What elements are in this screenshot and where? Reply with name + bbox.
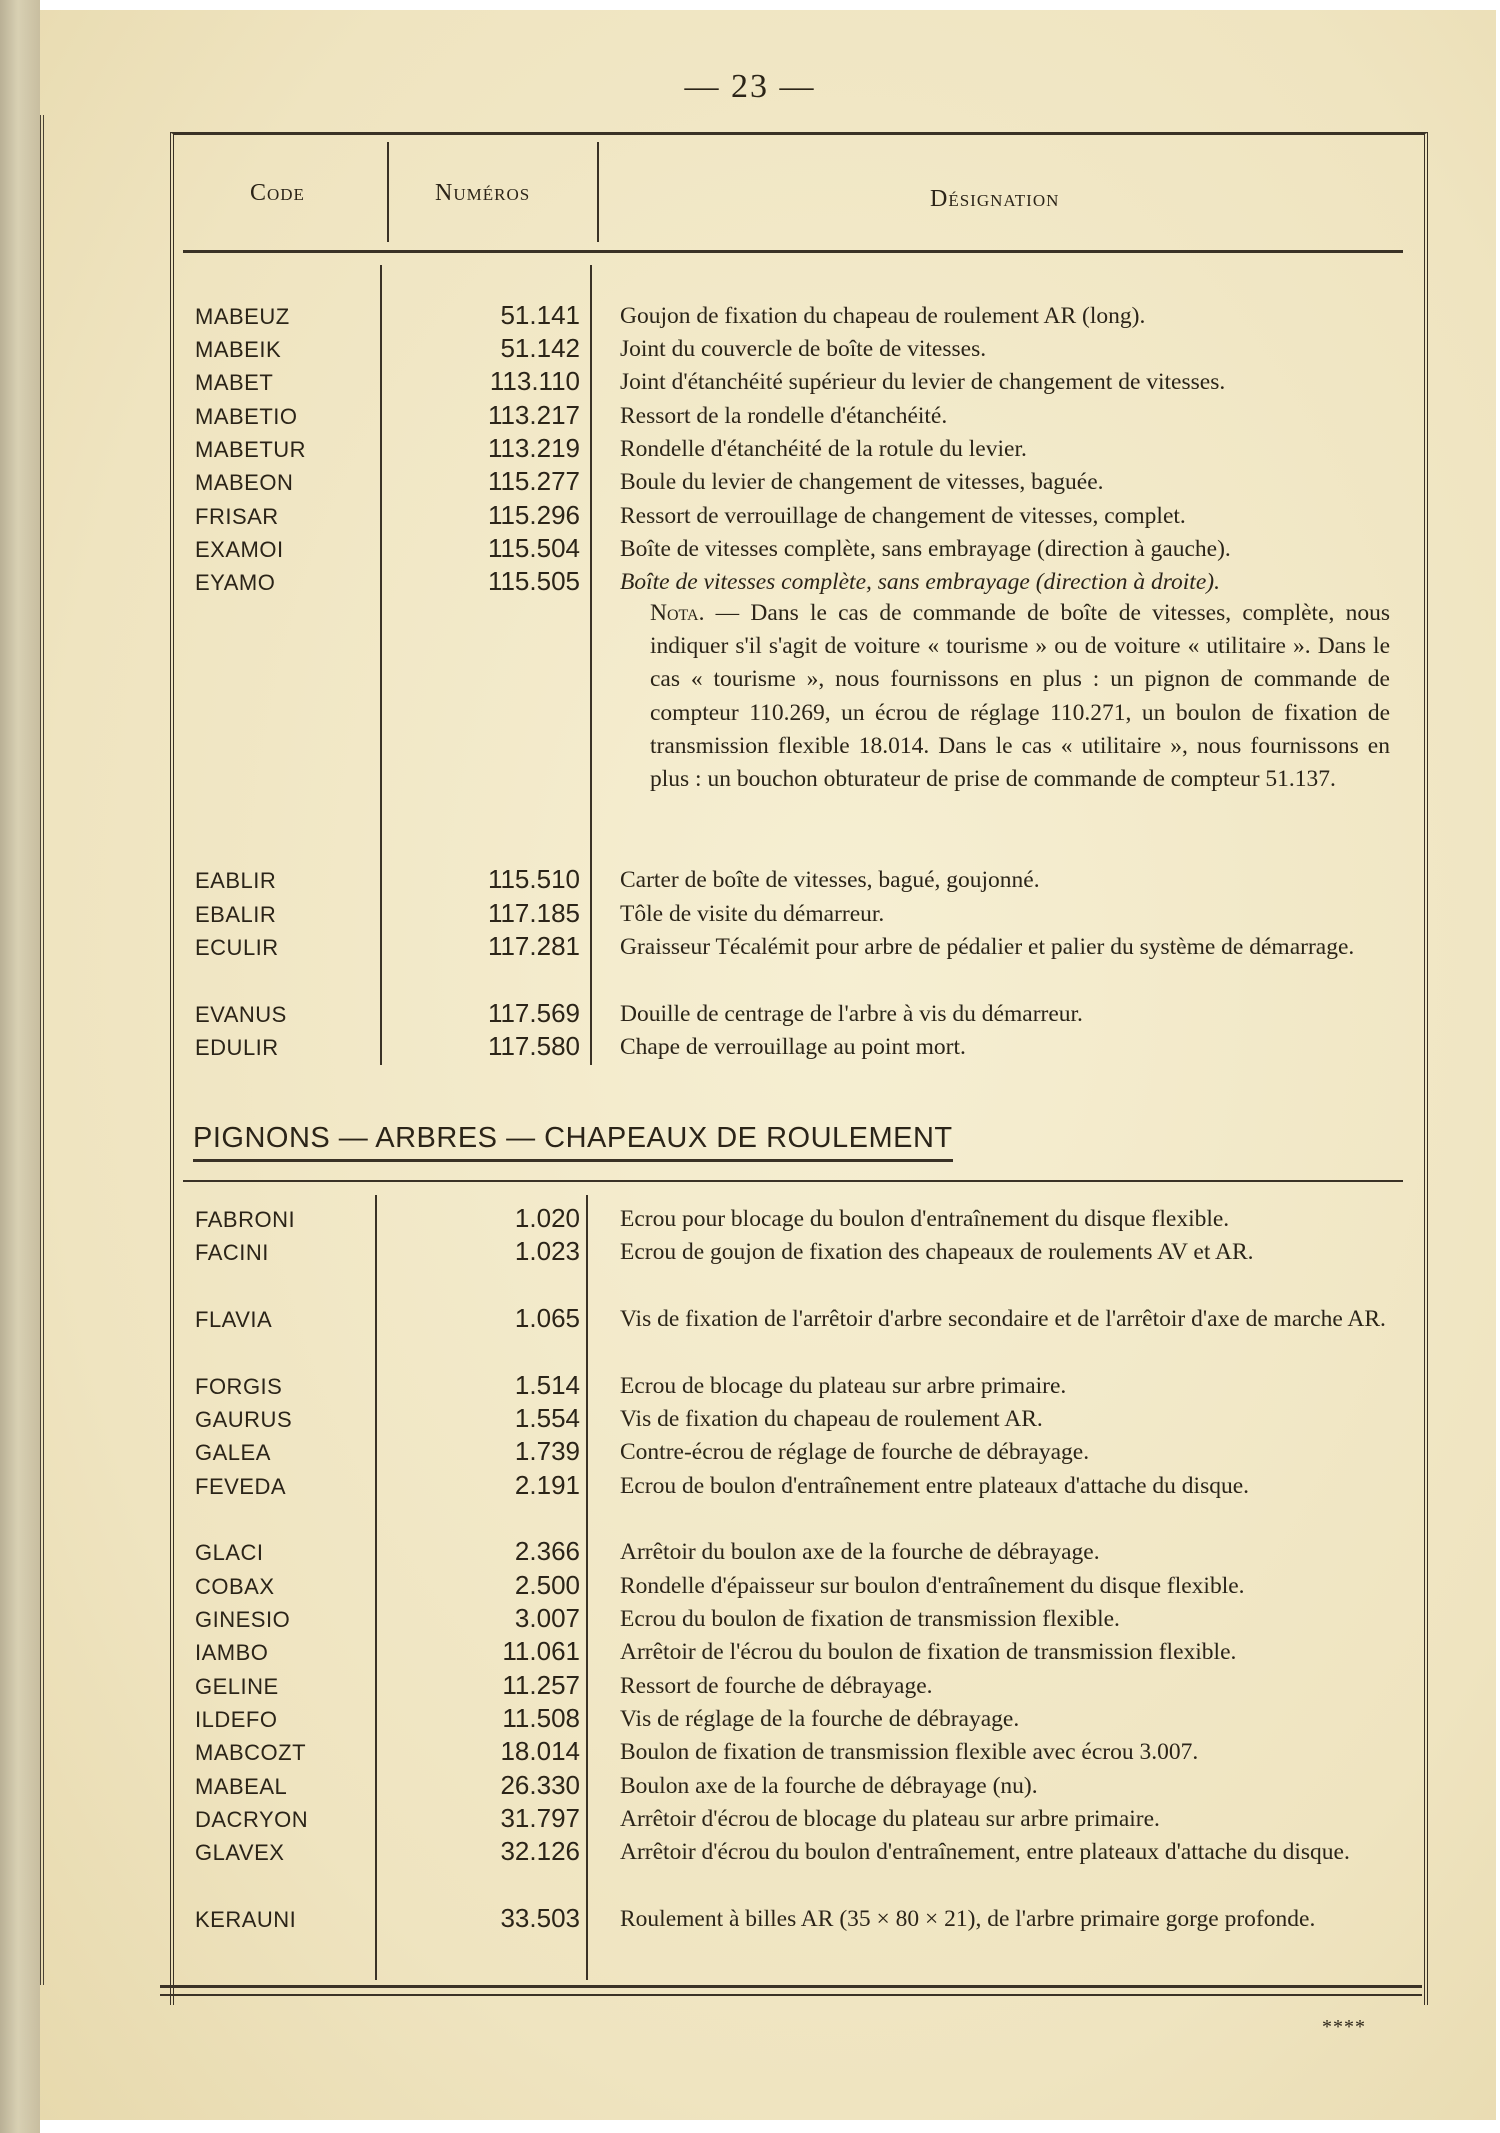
part-number: 11.061: [502, 1636, 580, 1666]
part-number: 1.065: [514, 1303, 580, 1333]
part-number: 2.500: [514, 1570, 580, 1600]
footer-mark: ****: [1322, 2016, 1366, 2038]
part-designation: Boîte de vitesses complète, sans embrayage (direction à gauche).: [620, 536, 1231, 562]
part-code: GELINE: [195, 1674, 279, 1699]
part-number: 115.277: [487, 466, 580, 496]
table-frame-bottom: [160, 1985, 1422, 1996]
part-code: EABLIR: [195, 868, 277, 893]
part-number: 51.142: [500, 333, 580, 363]
part-number: 31.797: [500, 1803, 580, 1833]
part-designation: Roulement à billes AR (35 × 80 × 21), de l'arbre primaire gorge profonde.: [620, 1906, 1316, 1932]
header-designation: Désignation: [930, 186, 1060, 212]
part-designation: Arrêtoir d'écrou du boulon d'entraînement, entre plateaux d'attache du disque.: [620, 1839, 1350, 1865]
part-number: 2.366: [514, 1536, 580, 1566]
part-designation: Chape de verrouillage au point mort.: [620, 1034, 966, 1060]
nota-lead: Nota.: [650, 600, 705, 626]
part-designation: Ecrou de boulon d'entraînement entre plateaux d'attache du disque.: [620, 1473, 1250, 1499]
part-number: 2.191: [514, 1470, 580, 1500]
part-designation: Graisseur Técalémit pour arbre de pédalier et palier du système de démarrage.: [620, 934, 1355, 960]
part-designation: Vis de fixation de l'arrêtoir d'arbre secondaire et de l'arrêtoir d'axe de marche AR.: [620, 1306, 1386, 1332]
part-designation: Boîte de vitesses complète, sans embrayage (direction à droite).: [620, 569, 1220, 595]
part-code: EXAMOI: [195, 537, 284, 562]
header-underline: [183, 250, 1403, 253]
part-code: IAMBO: [195, 1640, 269, 1665]
part-designation: Ressort de fourche de débrayage.: [620, 1673, 933, 1699]
part-code: MABET: [195, 370, 274, 395]
part-number: 33.503: [500, 1903, 580, 1933]
part-number: 113.110: [489, 366, 580, 396]
part-code: GAURUS: [195, 1407, 293, 1432]
part-number: 113.219: [487, 433, 580, 463]
part-number: 117.569: [487, 998, 580, 1028]
part-designation: Ressort de verrouillage de changement de vitesses, complet.: [620, 503, 1186, 529]
col-divider-num-upper: [590, 265, 592, 1065]
part-code: EBALIR: [195, 902, 277, 927]
part-designation: Douille de centrage de l'arbre à vis du démarreur.: [620, 1001, 1083, 1027]
part-designation: Rondelle d'épaisseur sur boulon d'entraînement du disque flexible.: [620, 1573, 1245, 1599]
part-number: 26.330: [500, 1770, 580, 1800]
part-designation: Vis de fixation du chapeau de roulement AR.: [620, 1406, 1043, 1432]
left-binding-edge: [40, 115, 50, 1985]
part-designation: Joint d'étanchéité supérieur du levier de changement de vitesses.: [620, 369, 1226, 395]
part-code: DACRYON: [195, 1807, 309, 1832]
part-designation: Tôle de visite du démarreur.: [620, 901, 885, 927]
part-code: MABETIO: [195, 404, 298, 429]
part-number: 11.508: [502, 1703, 580, 1733]
book-spine: [0, 0, 40, 2133]
part-designation: Vis de réglage de la fourche de débrayage.: [620, 1706, 1020, 1732]
part-number: 51.141: [500, 300, 580, 330]
part-number: 113.217: [487, 400, 580, 430]
part-designation: Arrêtoir d'écrou de blocage du plateau sur arbre primaire.: [620, 1806, 1160, 1832]
part-number: 32.126: [500, 1836, 580, 1866]
part-code: EYAMO: [195, 570, 276, 595]
section-title: PIGNONS — ARBRES — CHAPEAUX DE ROULEMENT: [193, 1122, 953, 1162]
col-divider-num-lower: [586, 1195, 588, 1980]
part-number: 1.023: [514, 1236, 580, 1266]
part-number: 18.014: [500, 1736, 580, 1766]
part-number: 117.185: [487, 898, 580, 928]
part-code: EVANUS: [195, 1002, 287, 1027]
part-code: MABEAL: [195, 1774, 288, 1799]
part-designation: Ecrou pour blocage du boulon d'entraînement du disque flexible.: [620, 1206, 1230, 1232]
part-designation: Ecrou du boulon de fixation de transmission flexible.: [620, 1606, 1120, 1632]
part-number: 1.554: [514, 1403, 580, 1433]
part-number: 117.580: [487, 1031, 580, 1061]
part-code: FEVEDA: [195, 1474, 287, 1499]
part-designation: Goujon de fixation du chapeau de roulement AR (long).: [620, 303, 1146, 329]
part-designation: Carter de boîte de vitesses, bagué, goujonné.: [620, 867, 1040, 893]
part-code: FRISAR: [195, 504, 279, 529]
part-number: 1.739: [514, 1436, 580, 1466]
part-designation: Ecrou de blocage du plateau sur arbre primaire.: [620, 1373, 1067, 1399]
part-designation: Joint du couvercle de boîte de vitesses.: [620, 336, 987, 362]
header-col-divider-2: [597, 142, 599, 242]
part-designation: Ecrou de goujon de fixation des chapeaux de roulements AV et AR.: [620, 1239, 1254, 1265]
part-number: 117.281: [487, 931, 580, 961]
part-designation: Ressort de la rondelle d'étanchéité.: [620, 403, 948, 429]
part-code: GLAVEX: [195, 1840, 285, 1865]
part-code: ECULIR: [195, 935, 279, 960]
part-designation: Arrêtoir du boulon axe de la fourche de débrayage.: [620, 1539, 1100, 1565]
part-code: EDULIR: [195, 1035, 279, 1060]
part-designation: Boule du levier de changement de vitesses, baguée.: [620, 469, 1104, 495]
nota-paragraph: [650, 597, 1390, 796]
part-designation: Contre-écrou de réglage de fourche de débrayage.: [620, 1439, 1090, 1465]
part-code: COBAX: [195, 1574, 275, 1599]
part-number: 115.504: [487, 533, 580, 563]
nota-text: — Dans le cas de commande de boîte de vitesses, complète, nous indiquer s'il s'agit de voiture « tourisme » ou de voiture « utilitaire ». Dans le cas « tourisme », nous fournissons en plus : un pignon de commande de compteur 110.269, un écrou de réglage 110.271, un boulon de fixation de transmission flexible 18.014. Dans le cas « utilitaire », nous fournissons en plus : un bouchon obturateur de prise de commande de compteur 51.137.: [650, 600, 1390, 793]
page-number: — 23 —: [684, 68, 816, 105]
part-number: 1.020: [514, 1203, 580, 1233]
part-code: MABEON: [195, 470, 294, 495]
part-code: MABETUR: [195, 437, 307, 462]
part-number: 11.257: [502, 1670, 580, 1700]
part-code: GLACI: [195, 1540, 264, 1565]
part-code: MABCOZT: [195, 1740, 307, 1765]
header-numeros: Numéros: [435, 180, 531, 206]
section-separator: [183, 1180, 1403, 1182]
part-number: 1.514: [514, 1370, 580, 1400]
part-designation: Rondelle d'étanchéité de la rotule du levier.: [620, 436, 1027, 462]
part-designation: Arrêtoir de l'écrou du boulon de fixation de transmission flexible.: [620, 1639, 1237, 1665]
header-col-divider-1: [387, 142, 389, 242]
part-number: 115.510: [487, 864, 580, 894]
part-designation: Boulon de fixation de transmission flexible avec écrou 3.007.: [620, 1739, 1199, 1765]
part-code: KERAUNI: [195, 1907, 297, 1932]
part-number: 115.296: [487, 500, 580, 530]
part-code: MABEIK: [195, 337, 282, 362]
part-code: FACINI: [195, 1240, 269, 1265]
part-code: FLAVIA: [195, 1307, 273, 1332]
part-code: FABRONI: [195, 1207, 296, 1232]
part-designation: Boulon axe de la fourche de débrayage (nu).: [620, 1773, 1038, 1799]
part-code: FORGIS: [195, 1374, 283, 1399]
part-code: GINESIO: [195, 1607, 291, 1632]
part-code: MABEUZ: [195, 304, 290, 329]
part-number: 3.007: [514, 1603, 580, 1633]
part-code: ILDEFO: [195, 1707, 278, 1732]
part-code: GALEA: [195, 1440, 271, 1465]
part-number: 115.505: [487, 566, 580, 596]
header-code: Code: [250, 180, 305, 206]
